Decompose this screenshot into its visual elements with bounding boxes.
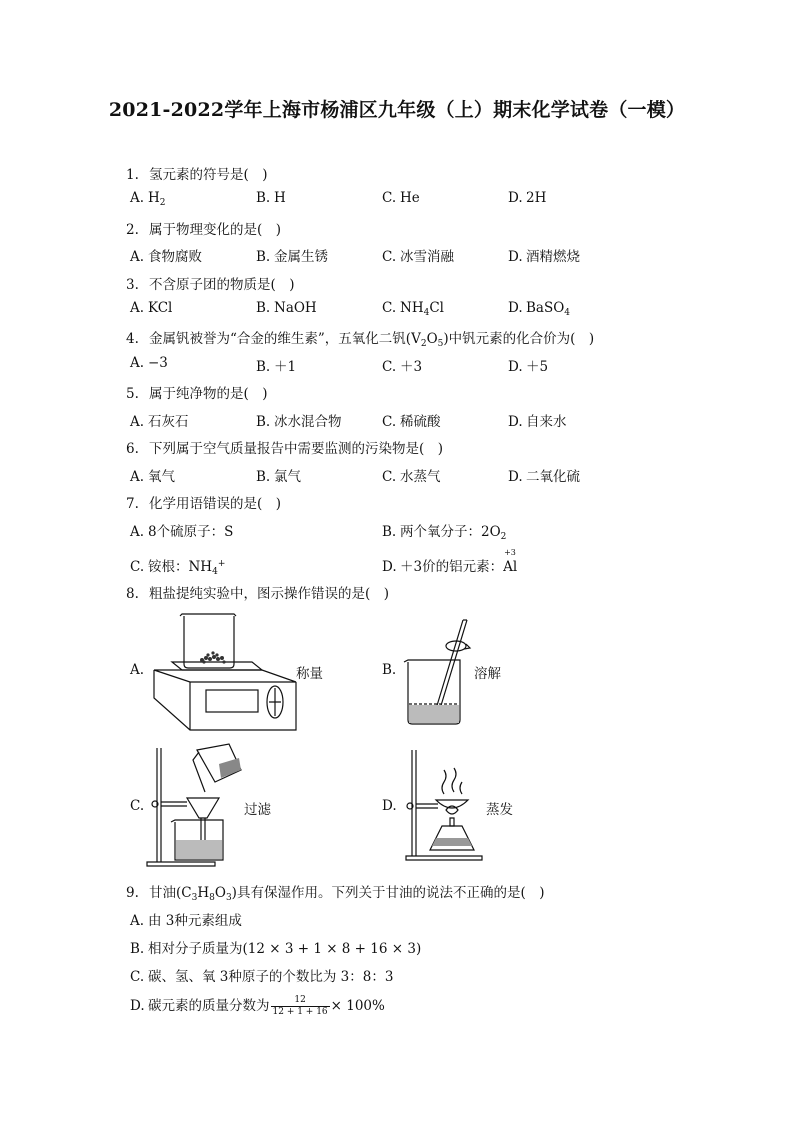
option-b: B. 金属生锈 (256, 249, 328, 265)
valence-notation: +3 Al (503, 548, 518, 575)
question-7: 7. 化学用语错误的是( ) (126, 496, 282, 512)
option-a: A. 8个硫原子：S (130, 524, 234, 540)
option-b: B. 氯气 (256, 469, 301, 485)
option-d: D. ＋3价的铝元素： +3 Al (382, 548, 518, 575)
option-a: A. KCl (130, 300, 173, 316)
question-5: 5. 属于纯净物的是( ) (126, 386, 268, 402)
option-a: A. 食物腐败 (130, 249, 202, 265)
option-a: A. −3 (130, 355, 168, 371)
option-b: B. 相对分子质量为(12 × 3 + 1 × 8 + 16 × 3) (130, 941, 422, 957)
question-9: 9. 甘油$(C_3H_8O_3)$具有保湿作用。下列关于甘油的说法不正确的是( ) (126, 885, 545, 903)
page-title: 2021-2022学年上海市杨浦区九年级（上）期末化学试卷（一模） (108, 99, 686, 121)
question-1 (126, 163, 268, 183)
option-b: B. 冰水混合物 (256, 414, 342, 430)
option-c: C. 碳、氢、氧 3种原子的个数比为 3：8：3 (130, 969, 394, 985)
option-a: A. 石灰石 (130, 414, 189, 430)
figure-label-a: A. (130, 662, 145, 678)
question-4: 4. 金属钒被誉为“合金的维生素”，五氧化二钒$(V_2O_5)$中钒元素的化合价为( ) (126, 331, 595, 349)
question-stem: 氢元素的符号是( ) (149, 167, 268, 183)
option-d: D. 碳元素的质量分数为 $\frac{12}{12 + 1 + 16}$ × 100% (130, 995, 385, 1017)
figure-label-c: C. (130, 798, 145, 814)
option-b: B. H (256, 190, 286, 206)
option-d: D. 2H (508, 190, 547, 206)
option-a: A. $H_2$ (130, 190, 166, 208)
figure-caption-d: 蒸发 (486, 802, 513, 818)
figure-caption-b: 溶解 (474, 666, 501, 682)
question-number: 1. (126, 167, 139, 183)
figure-label-b: B. (382, 662, 397, 678)
option-c: C. 稀硫酸 (382, 414, 441, 430)
option-c: C. He (382, 190, 420, 206)
question-2: 2. 属于物理变化的是( ) (126, 222, 282, 238)
question-3: 3. 不含原子团的物质是( ) (126, 277, 295, 293)
figure-label-d: D. (382, 798, 397, 814)
question-8: 8. 粗盐提纯实验中，图示操作错误的是( ) (126, 586, 390, 602)
option-d: D. 酒精燃烧 (508, 249, 580, 265)
fraction: $\frac{12}{12 + 1 + 16}$ (272, 995, 328, 1017)
option-d: D. ＋5 (508, 359, 549, 375)
balance-weighing-figure (150, 612, 300, 732)
figure-caption-c: 过滤 (244, 802, 271, 818)
option-b: B. ＋1 (256, 359, 297, 375)
option-c: C. ＋3 (382, 359, 423, 375)
option-d: D. BaSO$_4$ (508, 300, 571, 318)
option-c: C. 铵根：$NH_4^+$ (130, 559, 226, 577)
option-b: B. 两个氧分子：$2O_2$ (382, 524, 507, 542)
option-c: C. $NH_4Cl$ (382, 300, 444, 318)
option-a: A. 由 3种元素组成 (130, 913, 242, 929)
evaporation-figure (402, 748, 488, 862)
option-b: B. NaOH (256, 300, 317, 316)
option-c: C. 冰雪消融 (382, 249, 454, 265)
option-d: D. 二氧化硫 (508, 469, 580, 485)
option-c: C. 水蒸气 (382, 469, 441, 485)
question-6: 6. 下列属于空气质量报告中需要监测的污染物是( ) (126, 441, 444, 457)
option-d: D. 自来水 (508, 414, 567, 430)
dissolving-figure (400, 614, 476, 726)
option-a: A. 氧气 (130, 469, 175, 485)
figure-caption-a: 称量 (296, 666, 323, 682)
filtration-figure (145, 742, 245, 867)
